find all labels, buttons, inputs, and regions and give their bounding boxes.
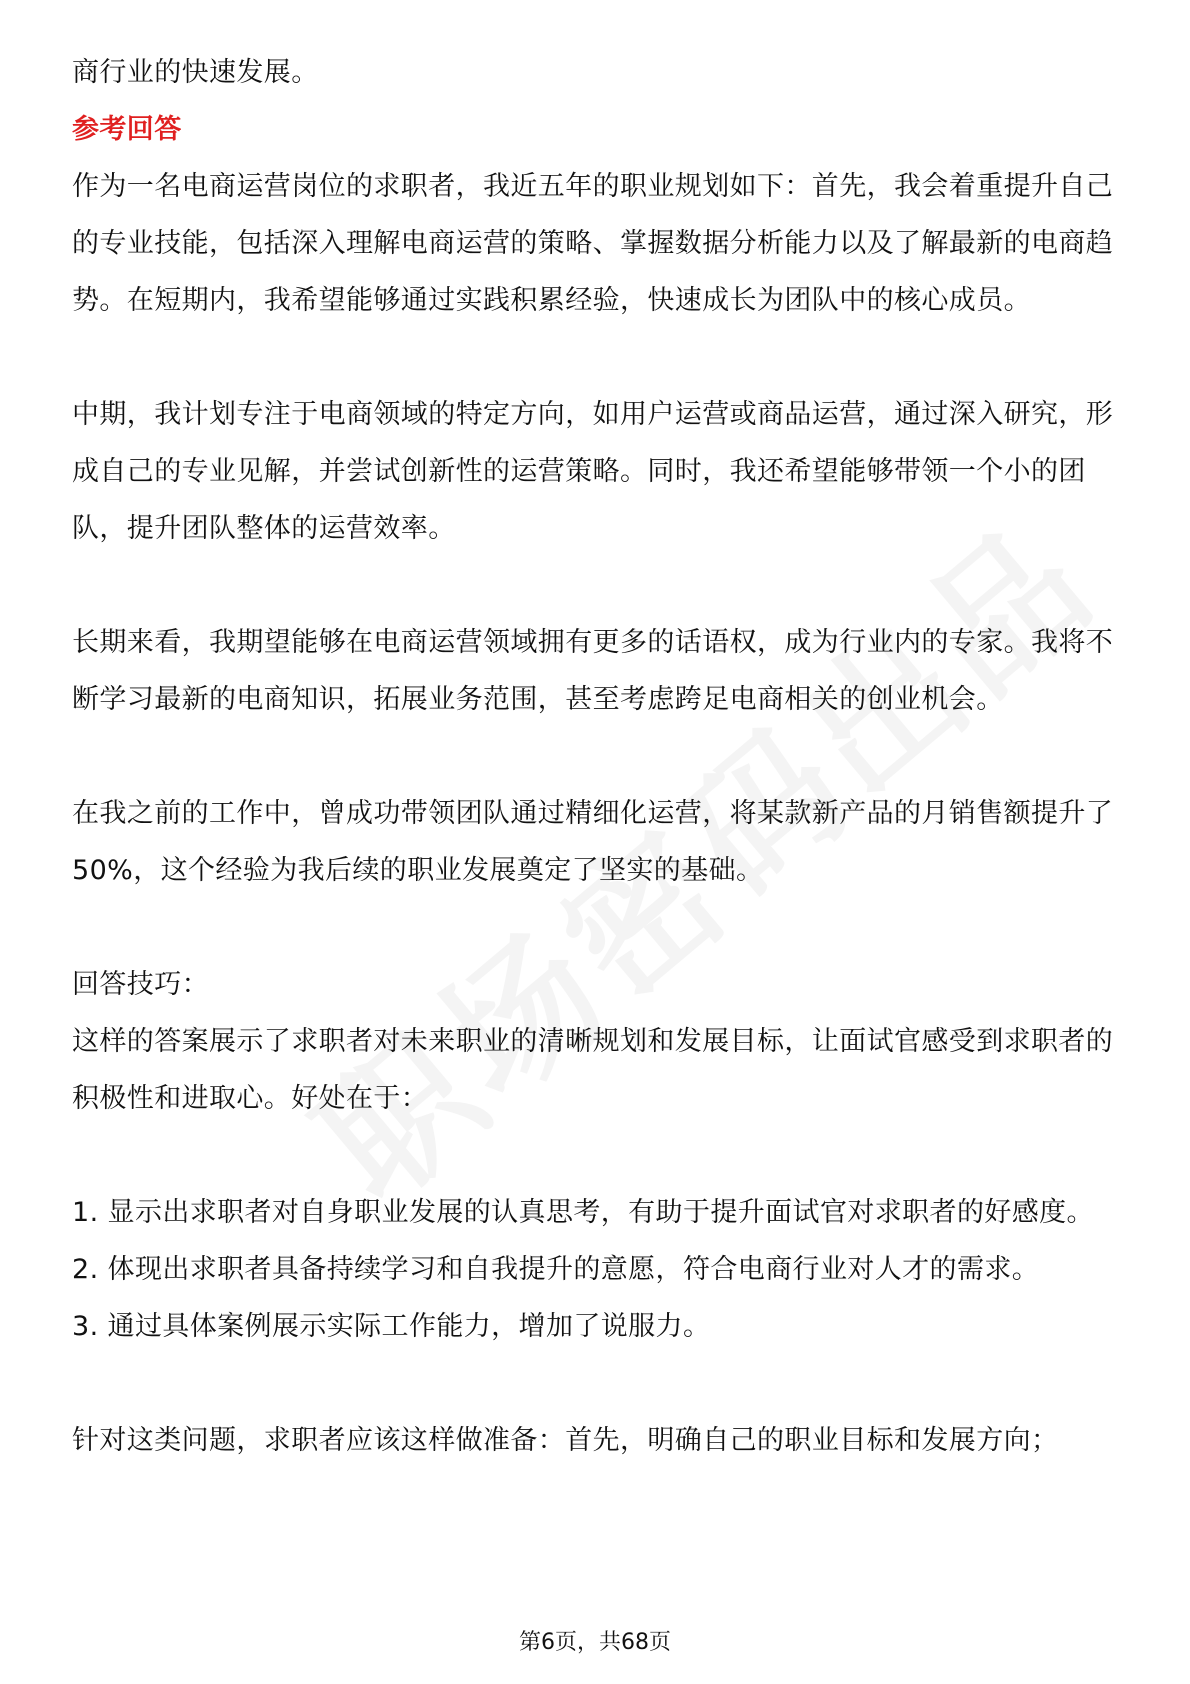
tips-list-item-2: 2. 体现出求职者具备持续学习和自我提升的意愿，符合电商行业对人才的需求。 (72, 1254, 1040, 1285)
paragraph-spacer (72, 1355, 1122, 1412)
page-number-footer: 第6页，共68页 (519, 1630, 671, 1655)
paragraph-spacer (72, 329, 1122, 386)
tips-list-item-3: 3. 通过具体案例展示实际工作能力，增加了说服力。 (72, 1311, 711, 1342)
answer-paragraph-3: 长期来看，我期望能够在电商运营领域拥有更多的话语权，成为行业内的专家。我将不断学习最新的电商知识，拓展业务范围，甚至考虑跨足电商相关的创业机会。 (72, 627, 1114, 715)
page-content (72, 44, 1122, 1469)
tips-intro-paragraph: 这样的答案展示了求职者对未来职业的清晰规划和发展目标，让面试官感受到求职者的积极性和进取心。好处在于： (72, 1026, 1114, 1114)
preparation-paragraph: 针对这类问题，求职者应该这样做准备：首先，明确自己的职业目标和发展方向； (72, 1425, 1059, 1456)
answer-paragraph-1: 作为一名电商运营岗位的求职者，我近五年的职业规划如下：首先，我会着重提升自己的专业技能，包括深入理解电商运营的策略、掌握数据分析能力以及了解最新的电商趋势。在短期内，我希望能够通过实践积累经验，快速成长为团队中的核心成员。 (72, 171, 1114, 316)
answer-paragraph-2: 中期，我计划专注于电商领域的特定方向，如用户运营或商品运营，通过深入研究，形成自己的专业见解，并尝试创新性的运营策略。同时，我还希望能够带领一个小的团队，提升团队整体的运营效率。 (72, 399, 1114, 544)
answer-paragraph-4: 在我之前的工作中，曾成功带领团队通过精细化运营，将某款新产品的月销售额提升了50%，这个经验为我后续的职业发展奠定了坚实的基础。 (72, 798, 1114, 886)
paragraph-spacer (72, 557, 1122, 614)
reference-heading: 参考回答 (72, 114, 182, 145)
tips-list-item-1: 1. 显示出求职者对自身职业发展的认真思考，有助于提升面试官对求职者的好感度。 (72, 1197, 1094, 1228)
paragraph-spacer (72, 1127, 1122, 1184)
tips-heading: 回答技巧： (72, 969, 209, 1000)
intro-tail-paragraph: 商行业的快速发展。 (72, 57, 319, 88)
paragraph-spacer (72, 899, 1122, 956)
paragraph-spacer (72, 728, 1122, 785)
